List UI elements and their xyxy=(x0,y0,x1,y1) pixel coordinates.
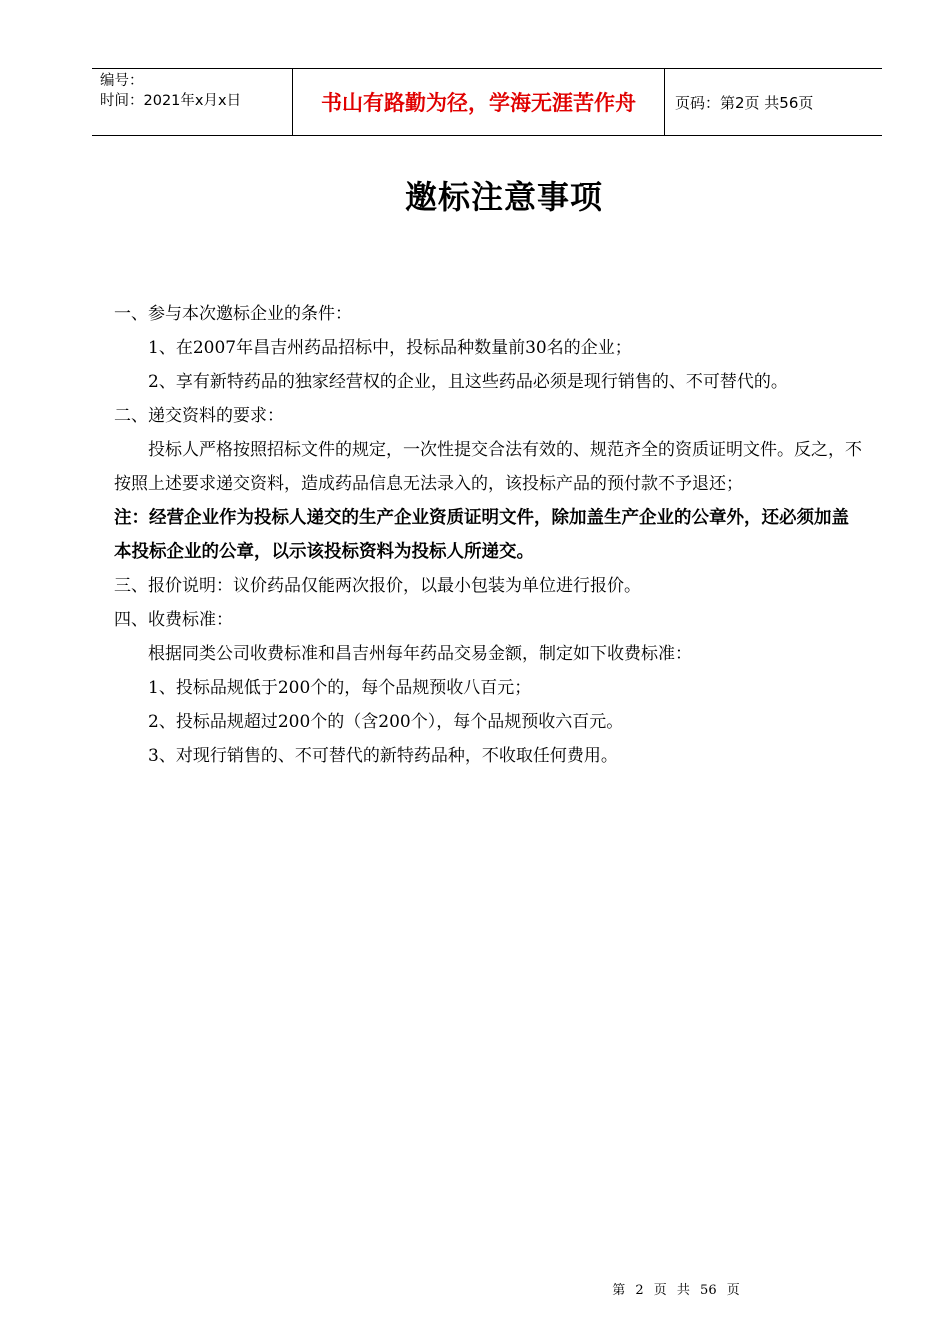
section-4-item-2: 2、投标品规超过200个的（含200个），每个品规预收六百元。 xyxy=(148,712,624,732)
document-title: 邀标注意事项 xyxy=(404,178,603,216)
section-1-heading: 一、参与本次邀标企业的条件： xyxy=(114,304,352,324)
section-4-intro: 根据同类公司收费标准和昌吉州每年药品交易金额，制定如下收费标准： xyxy=(148,644,692,664)
time-label: 时间：2021年x月x日 xyxy=(100,93,242,109)
document-body xyxy=(114,297,864,773)
section-4-item-1: 1、投标品规低于200个的，每个品规预收八百元； xyxy=(148,678,532,698)
header-motto: 书山有路勤为径，学海无涯苦作舟 xyxy=(292,69,665,135)
section-1-item-2: 2、享有新特药品的独家经营权的企业，且这些药品必须是现行销售的、不可替代的。 xyxy=(148,372,788,392)
section-3-line: 三、报价说明：议价药品仅能两次报价，以最小包装为单位进行报价。 xyxy=(114,576,641,596)
page-footer: 第 2 页 共 56 页 xyxy=(612,1283,740,1298)
section-2-heading: 二、递交资料的要求： xyxy=(114,406,284,426)
section-1-item-1: 1、在2007年昌吉州药品招标中，投标品种数量前30名的企业； xyxy=(148,338,632,358)
header-meta xyxy=(92,69,292,135)
section-2-paragraph: 投标人严格按照招标文件的规定，一次性提交合法有效的、规范齐全的资质证明文件。反之，不按照上述要求递交资料，造成药品信息无法录入的，该投标产品的预付款不予退还； xyxy=(114,440,862,494)
bold-note: 注：经营企业作为投标人递交的生产企业资质证明文件，除加盖生产企业的公章外，还必须加盖本投标企业的公章，以示该投标资料为投标人所递交。 xyxy=(114,508,849,562)
section-4-heading: 四、收费标准： xyxy=(114,610,233,630)
number-label: 编号： xyxy=(100,73,144,89)
header-page-info: 页码：第2页 共56页 xyxy=(675,93,814,112)
section-4-item-3: 3、对现行销售的、不可替代的新特药品种，不收取任何费用。 xyxy=(148,746,618,766)
page-header xyxy=(92,68,882,136)
